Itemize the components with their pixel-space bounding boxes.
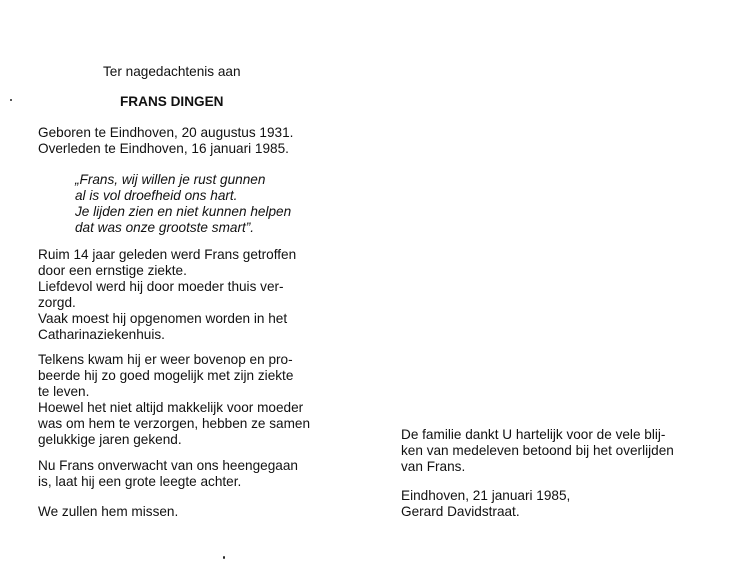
paragraph-illness: [38, 247, 296, 343]
death-line: Overleden te Eindhoven, 16 januari 1985.: [38, 141, 289, 156]
text-line: Catharinaziekenhuis.: [38, 327, 165, 342]
poem-line: dat was onze grootste smart”.: [75, 220, 255, 235]
text-line: Nu Frans onverwacht van ons heengegaan: [38, 458, 298, 473]
intro-text: Ter nagedachtenis aan: [103, 64, 241, 79]
text-line: Liefdevol werd hij door moeder thuis ver-: [38, 279, 284, 294]
text-line: is, laat hij een grote leegte achter.: [38, 474, 242, 489]
text-line: Telkens kwam hij er weer bovenop en pro-: [38, 352, 293, 367]
text-line: gelukkige jaren gekend.: [38, 432, 182, 447]
text-line: van Frans.: [401, 459, 466, 474]
print-speck: [10, 99, 12, 101]
poem: [75, 172, 291, 236]
text-line: zorgd.: [38, 295, 76, 310]
poem-line: Je lijden zien en niet kunnen helpen: [75, 204, 292, 219]
text-line: Ruim 14 jaar geleden werd Frans getroffen: [38, 247, 297, 262]
text-line: door een ernstige ziekte.: [38, 263, 187, 278]
text-line: De familie dankt U hartelijk voor de vele blij-: [401, 427, 666, 442]
birth-line: Geboren te Eindhoven, 20 augustus 1931.: [38, 125, 294, 140]
paragraph-resilience: [38, 352, 310, 448]
place-date: Eindhoven, 21 januari 1985,: [401, 488, 571, 503]
thanks-paragraph: [401, 427, 674, 475]
deceased-name: FRANS DINGEN: [120, 94, 224, 109]
poem-line: al is vol droefheid ons hart.: [75, 188, 238, 203]
closing-line: We zullen hem missen.: [38, 504, 179, 519]
text-line: Vaak moest hij opgenomen worden in het: [38, 311, 288, 326]
print-speck: [223, 556, 225, 559]
paragraph-loss: [38, 458, 298, 490]
text-line: beerde hij zo goed mogelijk met zijn ziekte: [38, 368, 294, 383]
poem-line: „Frans, wij willen je rust gunnen: [75, 172, 266, 187]
text-line: was om hem te verzorgen, hebben ze samen: [38, 416, 311, 431]
address: Gerard Davidstraat.: [401, 504, 520, 519]
text-line: te leven.: [38, 384, 90, 399]
text-line: Hoewel het niet altijd makkelijk voor moeder: [38, 400, 304, 415]
text-line: ken van medeleven betoond bij het overlijden: [401, 443, 674, 458]
